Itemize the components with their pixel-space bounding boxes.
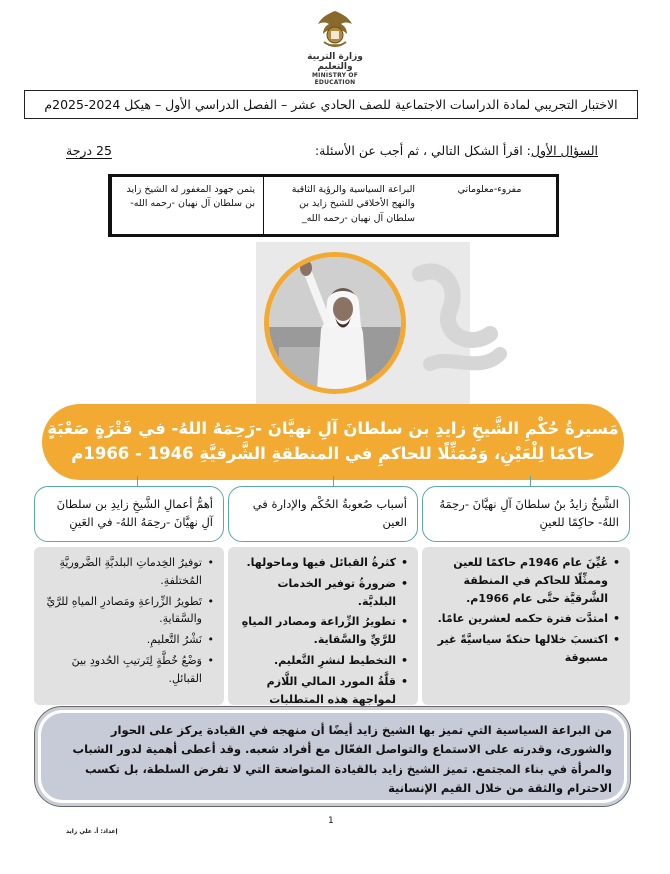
column-header-works [34, 486, 224, 542]
info-cell-type: مفروء-معلوماتي [457, 184, 522, 195]
list-item: • ضرورةُ توفير الخدمات البلديَّة. [238, 575, 396, 611]
column-body-works [34, 547, 224, 705]
column-header-ruler-text: الشَّيخُ زايدُ بنُ سلطانَ آلِ نهيَّانَ -رحِمَهُ اللهُ- حاكِمًا للعينِ [439, 497, 619, 530]
list-item: • تطويرُ الزِّراعة ومصادر المياهِ للرَّيِّ والسَّقاية. [238, 613, 396, 649]
summary-text: من البراعة السياسية التي تميز بها الشيخ زايد أيضًا أن منهجه في القيادة يركز على الحوار والشورى، وقدرته على الاستماع والتواصل الفعّال مع أفراد شعبه. وقد أعطى أهمية لدور الشباب والمرأة في بناء المجتمع. تميز الشيخ زايد بالقيادة المتواضعة التي لا تفرض السلطة، بل تكسب الاحترام والثقة من خلال القيم الإنسانية [72, 723, 612, 795]
list-item: • عُيِّنَ عام 1946م حاكمًا للعين وممثِّلًا للحاكم في المنطقة الشَّرقيَّة حتَّى عام 1966م. [432, 554, 608, 607]
list-item: • نَشْرُ التَّعليمِ. [44, 631, 202, 649]
summary-box [34, 706, 631, 807]
exam-title: الاختبار التجريبي لمادة الدراسات الاجتماعية للصف الحادي عشر – الفصل الدراسي الأول – هيكل 2024-2025م [44, 97, 618, 112]
list-item: • امتدَّت فترة حكمه لعشرين عامًا. [432, 610, 608, 628]
list-item: • توفيرُ الخِدماتِ البلديَّةِ الضَّروريَّةِ المُختلفةِ. [44, 554, 202, 590]
exam-title-box [24, 90, 638, 119]
sheikh-zayed-photo [264, 252, 406, 394]
info-cell-goal: يثمن جهود المغفور له الشيخ زايد بن سلطان آل نهيان -رحمه الله- [111, 177, 263, 234]
question-number: السؤال الأول [530, 143, 598, 158]
column-header-works-text: أهمُّ أعمالِ الشَّيخِ زايدِ بن سلطانَ آلِ نهيَّانَ -رحِمَهُ اللهُ- في العَينِ [56, 497, 213, 530]
list-item: • كثرةُ القبائل فيها وماحولها. [238, 554, 396, 572]
column-header-difficulties-text: أسباب صُعوبةُ الحُكْم والإدارة في العين [252, 497, 407, 530]
ministry-name-ar: وزارة التربية والتعليم [307, 52, 363, 72]
banner-line-1: مَسيرةُ حُكْمِ الشَّيخِ زايدِ بن سلطانَ آلِ نهيَّانَ -رَحِمَهُ اللهُ- في فَتْرَةٍ صَعْبَةٍ [47, 419, 619, 439]
list-item: • تَطويرُ الزِّراعةِ ومَصادرِ المياهِ للرَّيِّ والسَّقايةِ. [44, 593, 202, 629]
question-line [66, 143, 598, 163]
title-banner [42, 404, 624, 480]
connector-right [530, 476, 531, 486]
list-item: • قلَّةُ المورد المالي اللَّازم لمواجهة هذه المتطلبات [238, 673, 396, 709]
list-item: • التخطيط لنشرِ التَّعليم. [238, 652, 396, 670]
ministry-name-en: MINISTRY OF EDUCATION [312, 72, 358, 86]
column-header-ruler [422, 486, 630, 542]
ministry-logo [298, 8, 372, 86]
question-instruction: : اقرأ الشكل التالي ، ثم أجب عن الأسئلة: [314, 143, 531, 158]
connector-middle [333, 476, 334, 486]
author-credit: إعداد: أ. علي زايد [66, 828, 118, 835]
watermark [400, 254, 520, 404]
question-score: 25 درجة [66, 143, 112, 158]
column-header-difficulties [228, 486, 418, 542]
list-item: • وَضْعُ خُطَّةٍ لِتَرتيبِ الحُدودِ بينَ القبائلِ. [44, 652, 202, 688]
page-number: 1 [328, 816, 334, 826]
banner-line-2: حاكمًا لِلْعَيْنِ، وَمُمَثِّلًا للحاكمِ في المنطقةِ الشَّرقيَّةِ 1946 - 1966م [71, 444, 595, 463]
emblem-icon [312, 8, 358, 52]
question-label [315, 143, 598, 158]
column-body-difficulties [228, 547, 418, 705]
list-item: • اكتسبَ خلالها حنكةً سياسيَّةً غير مسبوقة [432, 631, 608, 667]
connector-left [137, 476, 138, 486]
info-table [108, 174, 559, 237]
info-cell-topic: البراعة السياسية والرؤية الثاقبة والنهج الأخلاقي للشيخ زايد بن سلطان آل نهيان -رحمه الله_ [263, 177, 423, 234]
column-body-ruler [422, 547, 630, 705]
